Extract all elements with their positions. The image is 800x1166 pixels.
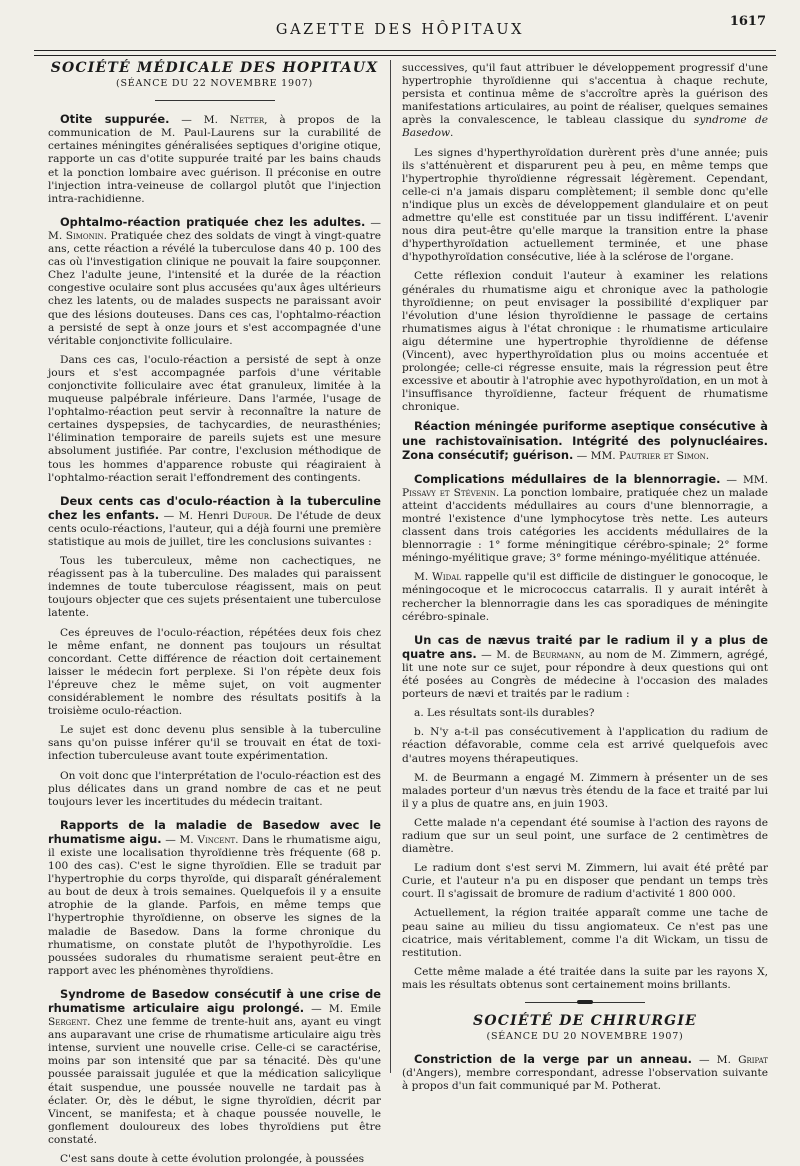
- author-name: Vincent: [197, 833, 236, 846]
- article-complications: [402, 473, 768, 624]
- article-paragraph: Le radium dont s'est servi M. Zimmern, lui avait été prêté par Curie, et l'auteur n'a pu en disposer que pendant un temps très court. Il s'agissait de bromure de radium d'activité 1 800 000.: [402, 862, 768, 901]
- article-paragraph: [402, 62, 768, 141]
- article-paragraph: [402, 473, 768, 566]
- article-ophtalmo: [48, 216, 381, 485]
- article-lead: — M.: [691, 1054, 739, 1067]
- author-name: Sergent: [48, 1016, 88, 1029]
- author-name: Widal: [432, 571, 461, 584]
- article-text: . De l'étude de deux cents oculo-réactions, l'auteur, qui a déjà fourni une première statistique au mois de juillet, tire les conclusions suivantes :: [48, 509, 382, 548]
- article-lead: — MM.: [573, 449, 620, 462]
- author-name: Simonin: [65, 229, 104, 242]
- article-paragraph: Tous les tuberculeux, même non cachectiques, ne réagissent pas à la tuberculine. Des malades qui paraissent indemnes de toute tuberculose réagissent, mais on peut toujours objecter que ces sujets présentaient une tuberculose latente.: [48, 555, 381, 620]
- article-text: (d'Angers), membre correspondant, adresse l'observation suivante à propos d'un fait communiqué par M. Potherat.: [402, 1067, 768, 1093]
- article-text: rappelle qu'il est difficile de distinguer le gonocoque, le méningocoque et le micrococcus catarralis. Il y aurait intérêt à rechercher la blennorragie dans les cas sporadiques de méningite cérébro-spinale.: [402, 571, 768, 623]
- article-paragraph: [48, 819, 381, 978]
- article-lead: — M.: [48, 216, 382, 242]
- article-paragraph: Actuellement, la région traitée apparaît comme une tache de peau saine au milieu du tissu angiomateux. Ce n'est pas une cicatrice, mais véritablement, comme l'a dit Wickam, un tissu de restitution.: [402, 907, 768, 959]
- article-text: . Pratiquée chez des soldats de vingt à vingt-quatre ans, cette réaction a révélé la tuberculose dans 40 p. 100 des cas où l'investigation clinique ne pouvait la faire soupçonner. Chez l'adulte jeune, l'intensité et la durée de la réaction congestive oculaire sont plus accusées qu'aux âges ultérieurs chez les latents, ou de malades suspects ne paraissant avoir que des lésions douteuses. Dans ces cas, l'ophtalmo-réaction a persisté de sept à onze jours et s'est accompagnée d'une véritable conjonctivite folliculaire.: [48, 229, 381, 347]
- article-paragraph: Cette même malade a été traitée dans la suite par les rayons X, mais les résultats obtenus sont certainement moins brillants.: [402, 965, 768, 991]
- left-column: [48, 60, 382, 1166]
- article-lead: — M. Henri: [159, 509, 233, 522]
- header-rule: [34, 50, 776, 51]
- author-name: Gripat: [738, 1054, 768, 1067]
- running-title: GAZETTE DES HÔPITAUX: [275, 22, 525, 38]
- article-heading: Complications médullaires de la blennorragie.: [414, 471, 721, 486]
- author-name: Dufour: [232, 509, 270, 522]
- article-paragraph: Les signes d'hyperthyroïdation durèrent près d'une année; puis ils s'atténuèrent et disparurent peu à peu, en même temps que l'hypertrophie thyroïdienne régressait légèrement. Cependant, celle-ci n'a jamais disparu complètement; il semble donc qu'elle n'indique plus un excès de développement glandulaire et on peut admettre qu'elle est constituée par un tissu indifférent. L'avenir nous dira peut-être qu'elle marque la transition entre la phase d'hyperthyroïdation actuellement terminée, et une phase d'hypothyroïdation consécutive, liée à la sclérose de l'organe.: [402, 146, 768, 264]
- article-paragraph: [402, 571, 768, 623]
- article-paragraph: Cette malade n'a cependant été soumise à l'action des rayons de radium que sur un seul point, une surface de 2 centimètres de diamètre.: [402, 816, 768, 856]
- article-text: , au nom de M. Zimmern, agrégé, lit une note sur ce sujet, pour répondre à deux questions qui ont été posées au Congrès de médecine à l'occasion des malades porteurs de nævi et traités par le radium :: [402, 648, 768, 701]
- article-heading: Rapports de la maladie de Basedow avec le rhumatisme aigu.: [48, 817, 381, 846]
- article-lead: — M.: [161, 833, 198, 846]
- section-rule: [155, 100, 275, 101]
- article-paragraph: M. de Beurmann a engagé M. Zimmern à présenter un de ses malades porteur d'un nævus très étendu de la face et traité par lui il y a plus de quatre ans, en juin 1903.: [402, 771, 768, 810]
- article-lead: — M. Emile: [304, 1003, 381, 1015]
- article-paragraph: Ces épreuves de l'oculo-réaction, répétées deux fois chez le même enfant, ne donnent pas toujours un résultat concordant. Cette différence de réaction doit certainement laisser le médecin fort perplexe. Si l'on répète deux fois l'épreuve chez le même sujet, on voit augmenter considérablement le nombre des résultats positifs à la troisième oculo-réaction.: [48, 626, 381, 718]
- page-number: 1617: [729, 14, 766, 29]
- author-name: Pissavy et Stévenin: [402, 486, 496, 499]
- article-paragraph: C'est sans doute à cette évolution prolongée, à poussées: [60, 1153, 365, 1166]
- header-rule-thin: [34, 55, 776, 56]
- article-lead: M.: [414, 571, 433, 584]
- question-b: b. N'y a-t-il pas consécutivement à l'application du radium de réaction défavorable, comme cela est arrivé quelquefois avec d'autres moyens thérapeutiques.: [402, 726, 768, 765]
- right-column: [402, 62, 768, 1102]
- article-paragraph: [402, 634, 768, 701]
- article-otite: [48, 113, 381, 206]
- article-paragraph: On voit donc que l'interprétation de l'oculo-réaction est des plus délicates dans un grand nombre de cas et ne peut toujours lever les incertitudes du médecin traitant.: [48, 769, 381, 808]
- article-heading: Ophtalmo-réaction pratiquée chez les adultes.: [60, 214, 366, 229]
- article-heading: Un cas de nævus traité par le radium il y a plus de quatre ans.: [402, 632, 768, 661]
- section-title-chirurgie: SOCIÉTÉ DE CHIRURGIE: [473, 1013, 697, 1029]
- article-heading: Réaction méningée puriforme aseptique consécutive à une rachistovaïnisation. Intégrité des polynucléaires. Zona consécutif; guérison.: [402, 419, 768, 462]
- section-title: SOCIÉTÉ MÉDICALE DES HOPITAUX: [50, 60, 379, 76]
- ornament-separator: [525, 1002, 645, 1003]
- article-lead: — MM.: [720, 473, 768, 486]
- author-name: Netter: [229, 114, 265, 127]
- author-name: Beurmann: [532, 648, 581, 661]
- article-paragraph: Dans ces cas, l'oculo-réaction a persisté de sept à onze jours et s'est accompagnée parfois d'une véritable conjonctivite folliculaire avec état granuleux, limitée à la muqueuse palpébrale inférieure. Dans l'armée, l'usage de l'ophtalmo-réaction peut servir à reconnaître la nature de certaines dyspepsies, de tachycardies, de neurasthénies; l'élimination temporaire de pareils sujets est une mesure absolument justifiée. Par contre, l'exclusion méthodique de tous les hommes d'apparence robuste qui réagiraient à l'ophtalmo-réaction serait l'effondrement des contingents.: [48, 353, 381, 484]
- article-deux-cents: [48, 495, 381, 809]
- article-text: successives, qu'il faut attribuer le développement progressif d'une hypertrophie thyroïdienne qui s'accentua à chaque rechute, persista et continua même de s'accroître après la guérison des manifestations articulaires, au point de réaliser, quelques semaines après la convalescence, le tableau classique du: [402, 62, 768, 127]
- author-name: Pautrier et Simon: [619, 449, 706, 462]
- article-lead: — M. de: [476, 648, 533, 661]
- article-syndrome: [48, 988, 381, 1166]
- article-text: .: [450, 127, 454, 140]
- page-header: [0, 0, 800, 48]
- article-paragraph: [48, 113, 381, 206]
- article-heading: Constriction de la verge par un anneau.: [414, 1052, 692, 1067]
- column-divider: [390, 60, 391, 1073]
- article-paragraph: [402, 420, 768, 462]
- section-session: (SÉANCE DU 22 NOVEMBRE 1907): [115, 78, 314, 90]
- article-paragraph: [48, 988, 381, 1147]
- article-heading: Deux cents cas d'oculo-réaction à la tuberculine chez les enfants.: [48, 493, 381, 522]
- article-text: , à propos de la communication de M. Paul-Laurens sur la curabilité de certaines méningites généralisées septiques d'origine otique, rapporte un cas d'otite suppurée traité par les bains chauds et la ponction lombaire avec guérison. Il préconise en outre l'injection intra-veineuse de collargol plutôt que l'injection intra-rachidienne.: [48, 114, 381, 205]
- section-session-chirurgie: (SÉANCE DU 20 NOVEMBRE 1907): [486, 1031, 684, 1043]
- article-constriction: [402, 1053, 768, 1093]
- article-paragraph: [48, 495, 381, 549]
- question-a: a. Les résultats sont-ils durables?: [414, 707, 595, 720]
- article-heading: Syndrome de Basedow consécutif à une crise de rhumatisme articulaire aigu prolongé.: [48, 986, 381, 1015]
- article-text: . Chez une femme de trente-huit ans, ayant eu vingt ans auparavant une crise de rhumatisme articulaire aigu très intense, survient une nouvelle crise. Celle-ci se caractérise, moins par son intensité que par sa ténacité. Dès qu'une poussée paraissait jugulée et que la médication salicylique était suspendue, une poussée nouvelle ne tardait pas à éclater. Or, dès le début, le signe thyroïdien, décrit par Vincent, se manifesta; et à chaque poussée nouvelle, le gonflement douloureux des lobes thyroïdiens put être constaté.: [48, 1016, 381, 1146]
- article-paragraph: Le sujet est donc devenu plus sensible à la tuberculine sans qu'on puisse inférer qu'il se trouvait en état de toxi-infection tuberculeuse avant toute expérimentation.: [48, 724, 381, 763]
- article-naevus: [402, 634, 768, 992]
- article-paragraph: [48, 216, 381, 348]
- article-text: . La ponction lombaire, pratiquée chez un malade atteint d'accidents médullaires au cours d'une blennorragie, a montré l'existence d'une lymphocytose très nette. Les auteurs classent dans trois catégories les accidents médullaires de la blennorragie : 1° forme méningitique cérébro-spinale; 2° forme méningo-myélitique grave; 3° forme méningo-myélitique atténuée.: [402, 486, 768, 565]
- article-text: . Dans le rhumatisme aigu, il existe une localisation thyroïdienne très fréquente (68 p. 100 des cas). C'est le signe thyroïdien. Elle se traduit par l'hypertrophie du corps thyroïde, qui disparaît généralement au bout de deux à trois semaines. Quelquefois il y a ensuite atrophie de la glande. Parfois, en même temps que l'hypertrophie thyroïdienne, on observe les signes de la maladie de Basedow. Dans la forme chronique du rhumatisme, on constate plutôt de l'hypothyroïdie. Les poussées sudorales du rhumatisme seraient peut-être en rapport avec les phénomènes thyroïdiens.: [48, 833, 381, 977]
- article-emphasis: syndrome de Basedow: [402, 114, 769, 140]
- article-basedow: [48, 819, 381, 978]
- article-reaction: [402, 420, 768, 462]
- article-text: .: [705, 449, 710, 462]
- article-heading: Otite suppurée.: [60, 112, 170, 127]
- article-lead: — M.: [169, 114, 230, 127]
- article-paragraph: [402, 1053, 768, 1093]
- article-paragraph: Cette réflexion conduit l'auteur à examiner les relations générales du rhumatisme aigu et chronique avec la pathologie thyroïdienne; on peut envisager la possibilité d'expliquer par l'évolution d'une lésion thyroïdienne le passage de certains rhumatismes aigus à l'état chronique : le rhumatisme articulaire aigu détermine une hypertrophie thyroïdienne de défense (Vincent), avec hyperthyroïdation plus ou moins accentuée et prolongée; celle-ci régresse ensuite, mais la régression peut être excessive et aboutir à l'atrophie avec hypothyroïdation, en un mot à l'insuffisance thyroïdienne, facteur fréquent de rhumatisme chronique.: [402, 270, 768, 414]
